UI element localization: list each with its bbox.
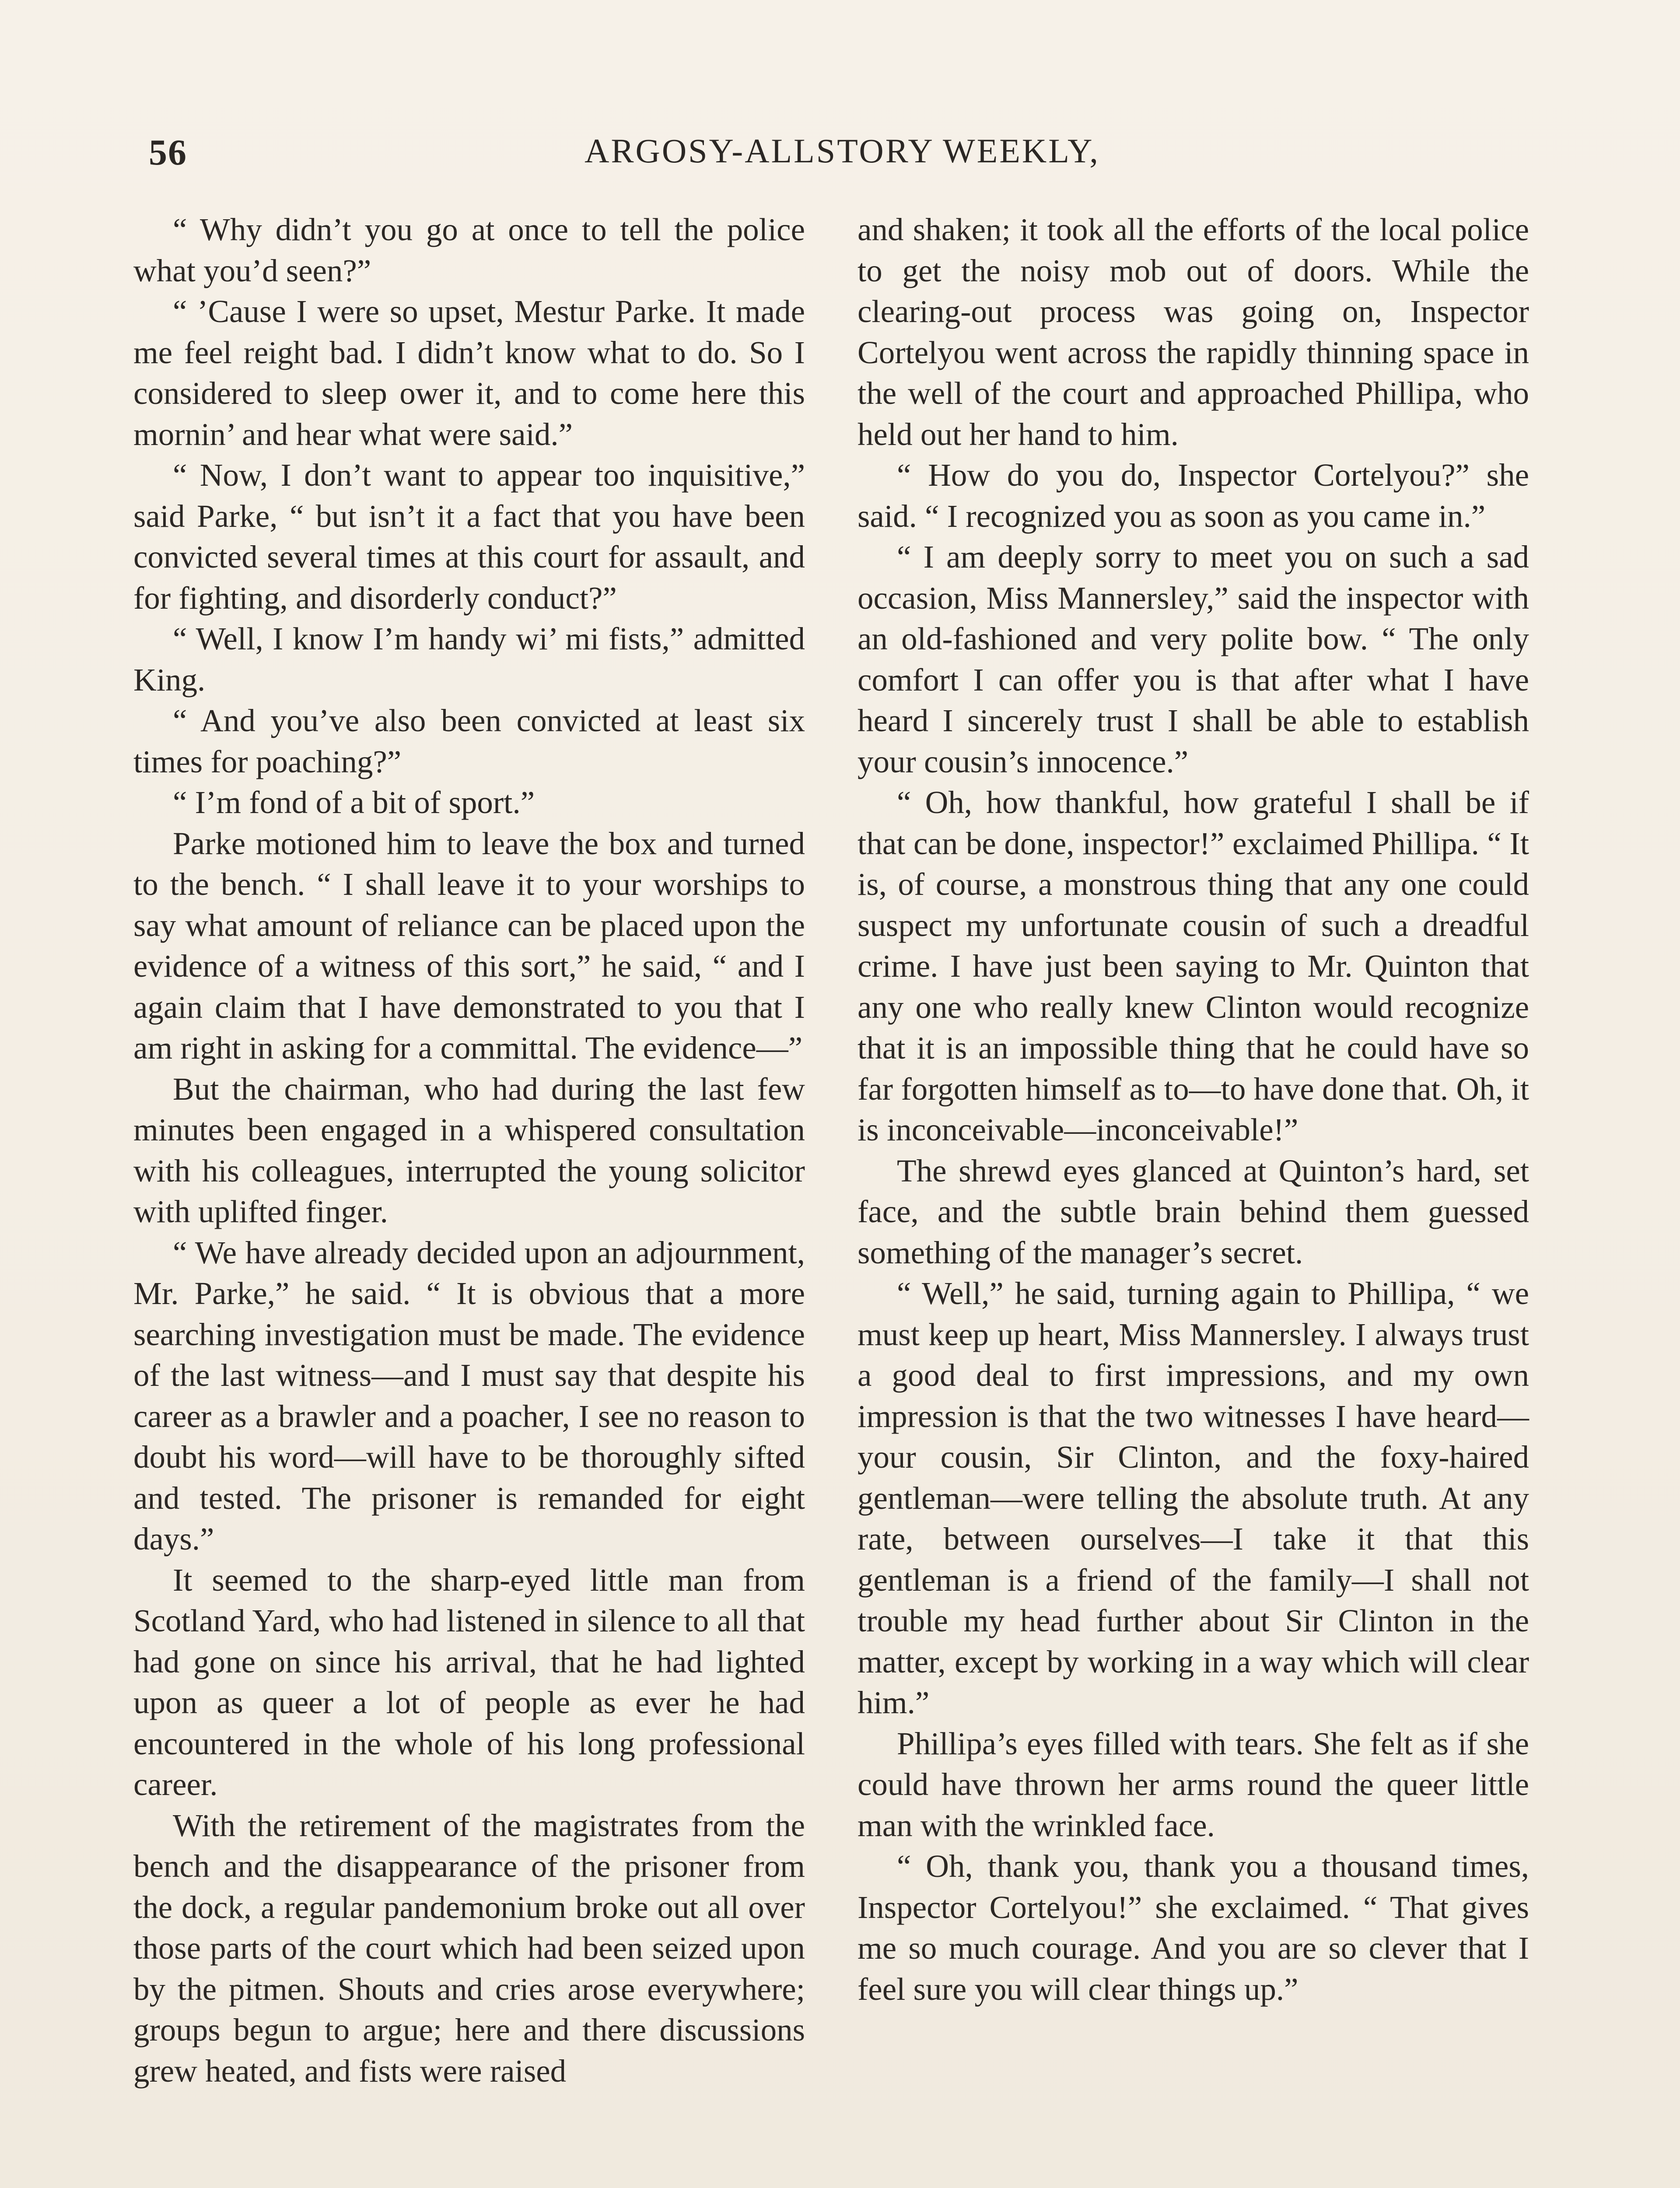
paragraph: “ And you’ve also been convicted at least six times for poaching?”: [133, 703, 805, 779]
right-column: [858, 209, 1529, 2009]
paragraph: “ ’Cause I were so upset, Mestur Parke. It made me feel reight bad. I didn’t know what to do. So I considered to sleep ower it, and to come here this mornin’ and hear what were said.”: [133, 294, 805, 452]
paragraph: “ Oh, how thankful, how grateful I shall be if that can be done, inspector!” exclaimed Phillipa. “ It is, of course, a monstrous thing that any one could suspect my unfortunate cousin of such a dreadful crime. I have just been saying to Mr. Quinton that any one who really knew Clinton would recognize that it is an impossible thing that he could have so far forgotten himself as to—to have done that. Oh, it is inconceivable—inconceivable!”: [858, 785, 1529, 1147]
paragraph: “ I am deeply sorry to meet you on such a sad occasion, Miss Mannersley,” said the inspector with an old-fashioned and very polite bow. “ The only comfort I can offer you is that after what I have heard I sincerely trust I shall be able to establish your cousin’s innocence.”: [858, 539, 1529, 779]
paragraph: With the retirement of the magistrates from the bench and the disappearance of the prisoner from the dock, a regular pandemonium broke out all over those parts of the court which had been seized upon by the pitmen. Shouts and cries arose everywhere; groups begun to argue; here and there discussions grew heated, and fists were raised: [133, 1807, 805, 2089]
page-header: [149, 131, 1536, 179]
paragraph-continued: and shaken; it took all the efforts of the local police to get the noisy mob out of doors. While the clearing-out process was going on, Inspector Cortelyou went across the rapidly thinning space in the well of the court and approached Phillipa, who held out her hand to him.: [858, 212, 1529, 452]
paragraph: Phillipa’s eyes filled with tears. She felt as if she could have thrown her arms round the queer little man with the wrinkled face.: [858, 1725, 1529, 1843]
paragraph: “ Well, I know I’m handy wi’ mi fists,” admitted King.: [133, 621, 805, 698]
paragraph: “ Now, I don’t want to appear too inquisitive,” said Parke, “ but isn’t it a fact that you have been convicted several times at this court for assault, and for fighting, and disorderly conduct?”: [133, 457, 805, 616]
page-number: 56: [149, 132, 187, 173]
paragraph: “ Well,” he said, turning again to Phillipa, “ we must keep up heart, Miss Mannersley. I always trust a good deal to first impressions, and my own impression is that the two witnesses I have heard—your cousin, Sir Clinton, and the foxy-haired gentleman—were telling the absolute truth. At any rate, between ourselves—I take it that this gentleman is a friend of the family—I shall not trouble my head further about Sir Clinton in the matter, except by working in a way which will clear him.”: [858, 1276, 1529, 1720]
paragraph: “ I’m fond of a bit of sport.”: [173, 785, 535, 820]
left-column: [133, 209, 805, 2091]
paragraph: “ How do you do, Inspector Cortelyou?” she said. “ I recognized you as soon as you came in.”: [858, 457, 1529, 534]
paragraph: But the chairman, who had during the last few minutes been engaged in a whispered consultation with his colleagues, interrupted the young solicitor with uplifted finger.: [133, 1071, 805, 1229]
paragraph: “ Oh, thank you, thank you a thousand times, Inspector Cortelyou!” she exclaimed. “ That gives me so much courage. And you are so clever that I feel sure you will clear things up.”: [858, 1848, 1529, 2007]
running-head: ARGOSY-ALLSTORY WEEKLY,: [584, 132, 1100, 170]
paragraph: Parke motioned him to leave the box and turned to the bench. “ I shall leave it to your worships to say what amount of reliance can be placed upon the evidence of a witness of this sort,” he said, “ and I again claim that I have demonstrated to you that I am right in asking for a committal. The evidence—”: [133, 825, 805, 1066]
paragraph: “ We have already decided upon an adjournment, Mr. Parke,” he said. “ It is obvious that a more searching investigation must be made. The evidence of the last witness—and I must say that despite his career as a brawler and a poacher, I see no reason to doubt his word—will have to be thoroughly sifted and tested. The prisoner is remanded for eight days.”: [133, 1234, 805, 1557]
paragraph: It seemed to the sharp-eyed little man from Scotland Yard, who had listened in silence to all that had gone on since his arrival, that he had lighted upon as queer a lot of people as ever he had encountered in the whole of his long professional career.: [133, 1562, 805, 1802]
paragraph: “ Why didn’t you go at once to tell the police what you’d seen?”: [133, 212, 805, 288]
paragraph: The shrewd eyes glanced at Quinton’s hard, set face, and the subtle brain behind them guessed something of the manager’s secret.: [858, 1153, 1529, 1270]
